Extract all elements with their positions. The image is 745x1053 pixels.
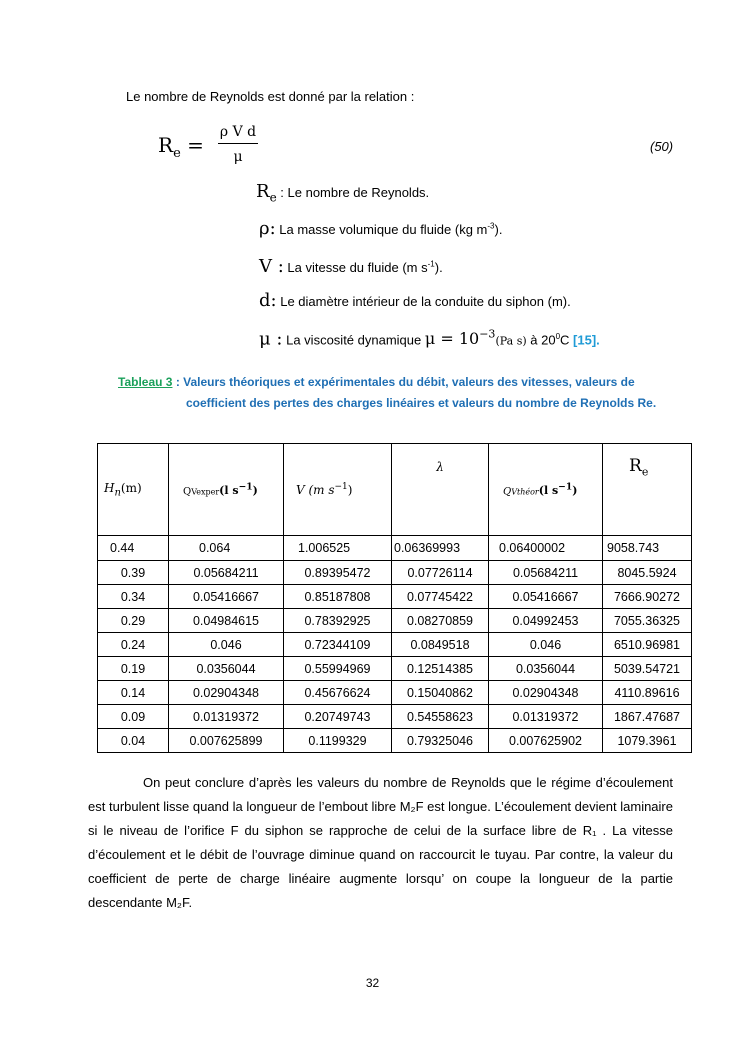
cell-re: 5039.54721 (603, 657, 692, 681)
cell-velocity: 0.1199329 (284, 729, 392, 753)
cell-hn: 0.39 (98, 561, 169, 585)
cell-q-theor: 0.05416667 (489, 585, 603, 609)
definition-d: d: Le diamètre intérieur de la conduite du siphon (m). (259, 290, 571, 311)
cell-q-exper: 0.05416667 (169, 585, 284, 609)
cell-hn: 0.14 (98, 681, 169, 705)
table-row (98, 585, 692, 609)
header-hn: $H_n(m)$ (98, 444, 169, 536)
cell-q-theor: 0.0356044 (489, 657, 603, 681)
table-row (98, 536, 692, 561)
cell-re: 4110.89616 (603, 681, 692, 705)
cell-lambda: 0.54558623 (392, 705, 489, 729)
equation-numerator: ρ V d (219, 124, 257, 140)
cell-hn: 0.09 (98, 705, 169, 729)
intro-text: Le nombre de Reynolds est donné par la relation : (126, 89, 415, 104)
equation-lhs: $R_e$ = (158, 133, 204, 161)
table-caption: Tableau 3 : Valeurs théoriques et expérimentales du débit, valeurs des vitesses, valeurs de coefficient des pertes des charges linéaires et valeurs du nombre de Reynolds Re. (118, 375, 657, 410)
cell-velocity: 0.89395472 (284, 561, 392, 585)
cell-hn: 0.44 (98, 536, 169, 561)
citation-link[interactable]: [15]. (573, 332, 600, 348)
table-row (98, 561, 692, 585)
caption-label: Tableau 3 (118, 375, 173, 389)
table-row (98, 633, 692, 657)
cell-q-theor: 0.06400002 (489, 536, 603, 561)
cell-velocity: 0.55994969 (284, 657, 392, 681)
cell-lambda: 0.08270859 (392, 609, 489, 633)
cell-velocity: 0.85187808 (284, 585, 392, 609)
cell-q-exper: 0.02904348 (169, 681, 284, 705)
header-q-exper: QVexper(l $s^{-1}$) (169, 444, 284, 536)
table-row (98, 609, 692, 633)
cell-q-exper: 0.064 (169, 536, 284, 561)
cell-hn: 0.29 (98, 609, 169, 633)
results-table (97, 443, 692, 753)
cell-hn: 0.34 (98, 585, 169, 609)
definition-re: $R_e$ : Le nombre de Reynolds. (256, 181, 430, 205)
cell-lambda: 0.07726114 (392, 561, 489, 585)
header-re: $R_e$ (603, 444, 692, 536)
cell-lambda: 0.07745422 (392, 585, 489, 609)
cell-q-exper: 0.007625899 (169, 729, 284, 753)
cell-q-theor: 0.046 (489, 633, 603, 657)
cell-q-theor: 0.02904348 (489, 681, 603, 705)
cell-re: 7666.90272 (603, 585, 692, 609)
cell-hn: 0.24 (98, 633, 169, 657)
definition-mu: μ : La viscosité dynamique $\mu = 10^{-3}(Pa$ s) à $20^0C$ [15]. (259, 328, 600, 350)
table-row (98, 729, 692, 753)
header-q-theor: QVthéor(l $s^{-1}$) (489, 444, 603, 536)
fraction-bar (218, 143, 258, 144)
cell-re: 9058.743 (603, 536, 692, 561)
cell-q-exper: 0.0356044 (169, 657, 284, 681)
cell-lambda: 0.12514385 (392, 657, 489, 681)
cell-hn: 0.04 (98, 729, 169, 753)
cell-q-exper: 0.01319372 (169, 705, 284, 729)
definition-rho: ρ: La masse volumique du fluide (kg $m^{-3}$). (259, 218, 503, 239)
cell-velocity: 0.45676624 (284, 681, 392, 705)
cell-velocity: 1.006525 (284, 536, 392, 561)
header-velocity: V (m $s^{-1}$) (284, 444, 392, 536)
cell-re: 8045.5924 (603, 561, 692, 585)
cell-re: 1079.3961 (603, 729, 692, 753)
cell-re: 7055.36325 (603, 609, 692, 633)
cell-q-theor: 0.04992453 (489, 609, 603, 633)
cell-q-theor: 0.01319372 (489, 705, 603, 729)
cell-velocity: 0.20749743 (284, 705, 392, 729)
cell-q-theor: 0.05684211 (489, 561, 603, 585)
table-header-row (98, 444, 692, 536)
table-row (98, 681, 692, 705)
cell-q-exper: 0.046 (169, 633, 284, 657)
cell-hn: 0.19 (98, 657, 169, 681)
page-number: 32 (365, 976, 380, 990)
cell-velocity: 0.72344109 (284, 633, 392, 657)
cell-lambda: 0.79325046 (392, 729, 489, 753)
table-row (98, 657, 692, 681)
cell-q-exper: 0.05684211 (169, 561, 284, 585)
cell-re: 1867.47687 (603, 705, 692, 729)
cell-re: 6510.96981 (603, 633, 692, 657)
conclusion-paragraph: On peut conclure d’après les valeurs du nombre de Reynolds que le régime d’écoulement est turbulent lisse quand la longueur de l’embout libre M₂F est longue. L’écoulement devient laminaire si le niveau de l’orifice F du siphon se rapproche de celui de la surface libre de R₁ . La vitesse d’écoulement et le débit de l’ouvrage diminue quand on raccourcit le tuyau. Par contre, la valeur du coefficient de perte de charge linéaire augmente lorsqu’ on coupe la longueur de la partie descendante M₂F. (88, 775, 673, 910)
cell-velocity: 0.78392925 (284, 609, 392, 633)
cell-lambda: 0.0849518 (392, 633, 489, 657)
table-row (98, 705, 692, 729)
equation-number: (50) (650, 139, 674, 154)
cell-q-theor: 0.007625902 (489, 729, 603, 753)
header-lambda: λ (392, 444, 489, 536)
cell-lambda: 0.15040862 (392, 681, 489, 705)
definition-v: V : La vitesse du fluide (m $s^{-1}$). (259, 256, 443, 277)
cell-lambda: 0.06369993 (392, 536, 489, 561)
cell-q-exper: 0.04984615 (169, 609, 284, 633)
equation-denominator: μ (233, 149, 243, 165)
